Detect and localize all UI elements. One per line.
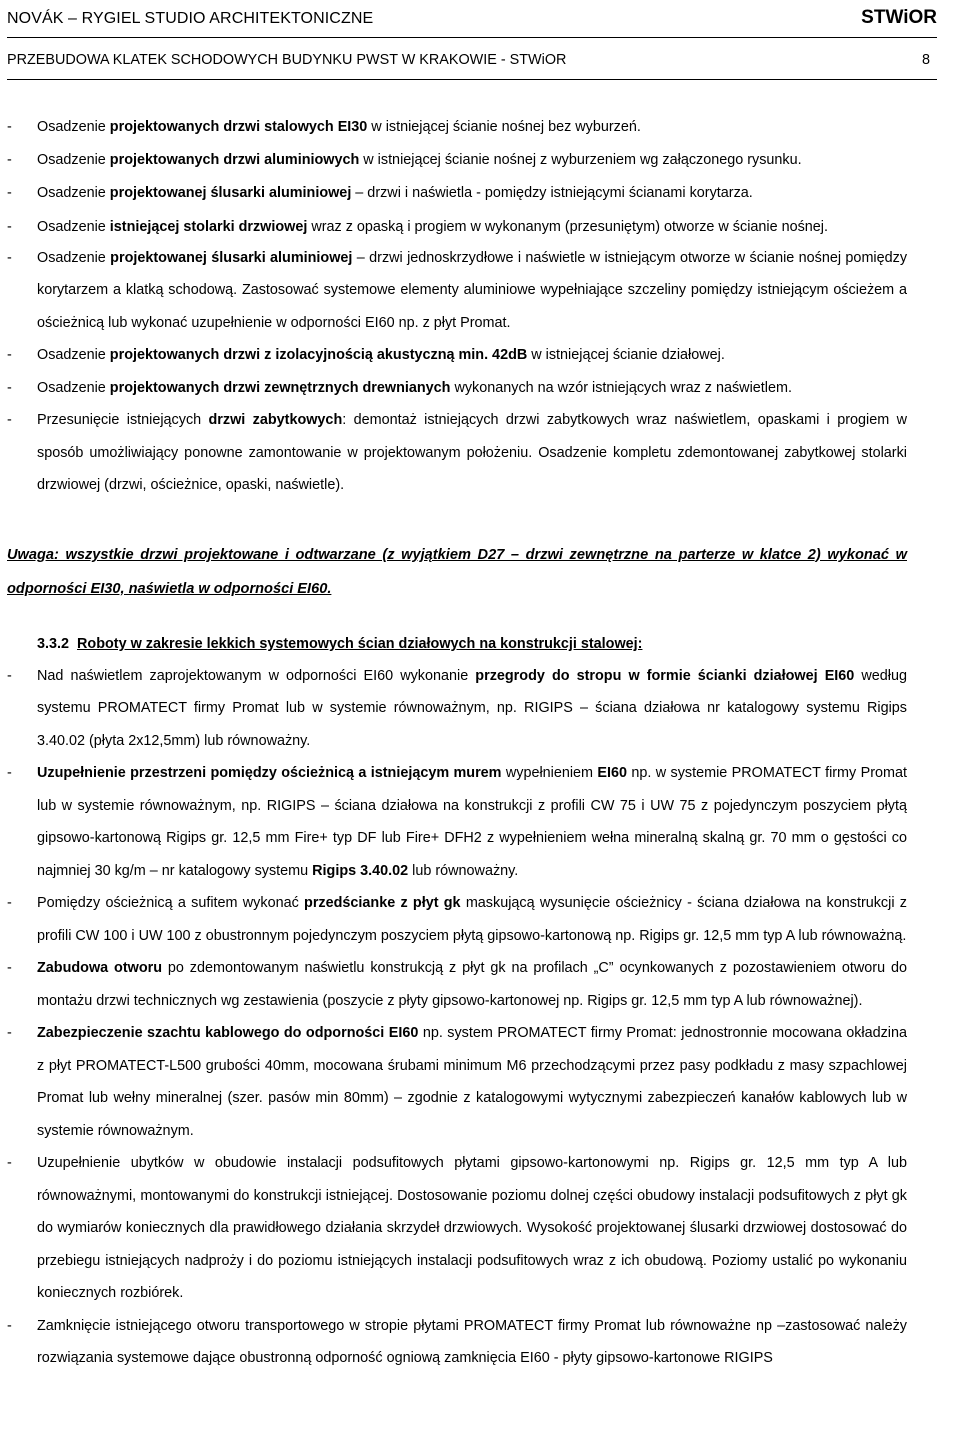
list-item bbox=[7, 212, 907, 242]
body-text: wypełnieniem bbox=[501, 765, 598, 782]
bullet-dash: - bbox=[7, 185, 12, 202]
list-item bbox=[7, 1147, 907, 1310]
body-text: Pomiędzy ościeżnicą a sufitem wykonać bbox=[37, 895, 305, 912]
body-text: w istniejącej ścianie działowej. bbox=[527, 347, 725, 364]
emphasis-text: przegrody do stropu w formie ścianki działowej EI60 bbox=[475, 667, 855, 684]
body-text: Nad naświetlem zaprojektowanym w odporności EI60 wykonanie bbox=[37, 667, 476, 684]
body-text: Osadzenie bbox=[37, 218, 110, 235]
emphasis-text: projektowanych drzwi stalowych EI30 bbox=[109, 119, 368, 135]
body-text: Uzupełnienie ubytków w obudowie instalacji podsufitowych płytami gipsowo-kartonowymi np. Rigips gr. 12,5 mm typ A lub równoważnymi, montowanymi do konstrukcji istniejącej. Dostosowanie poziomu dolnej części obudowy instalacji podsufitowych z płyt gk do wymiarów koniecznych dla prawidłowego działania skrzydeł drzwiowych. Wysokość projektowanej ślusarki drzwiowej dostosować do przebiegu istniejących nadproży i do poziomu istniejących instalacji podsufitowych wraz z ich obudową. Poziomy ustalić po wykonaniu koniecznych rozbiórek. bbox=[37, 1155, 907, 1302]
list-item bbox=[7, 404, 907, 502]
emphasis-text: Rigips 3.40.02 bbox=[312, 862, 409, 879]
bullet-dash: - bbox=[7, 895, 12, 912]
emphasis-text: projektowanych drzwi zewnętrznych drewnianych bbox=[109, 379, 451, 396]
list-item bbox=[7, 112, 907, 142]
list-item bbox=[7, 1310, 907, 1375]
emphasis-text: istniejącej stolarki drzwiowej bbox=[109, 218, 308, 235]
list-item bbox=[7, 952, 907, 1017]
body-text: Osadzenie bbox=[37, 379, 110, 396]
bullet-dash: - bbox=[7, 249, 12, 266]
bullet-dash: - bbox=[7, 218, 12, 235]
emphasis-text: Zabudowa otworu bbox=[37, 960, 162, 977]
body-text: według systemu PROMATECT firmy Promat lub w systemie równoważnym, np. RIGIPS – ściana działowa nr katalogowy systemu Rigips 3.40.02 (płyta 2x12,5mm) lub równoważny. bbox=[37, 667, 907, 749]
body-text: w istniejącej ścianie nośnej bez wyburzeń. bbox=[367, 119, 641, 135]
body-text: : demontaż istniejących drzwi zabytkowych wraz naświetlem, opaskami i progiem w sposób umożliwiający ponowne zamontowanie w projektowanym położeniu. Osadzenie kompletu zdemontowanej zabytkowej stolarki drzwiowej (drzwi, ościeżnice, opaski, naświetle). bbox=[37, 412, 907, 494]
bullet-dash: - bbox=[7, 347, 12, 364]
list-item bbox=[7, 178, 907, 208]
emphasis-text: przedścianke z płyt gk bbox=[304, 895, 461, 912]
list-item bbox=[7, 757, 907, 887]
emphasis-text: Zabezpieczenie szachtu kablowego do odporności EI60 bbox=[37, 1025, 419, 1042]
section-title: Roboty w zakresie lekkich systemowych ścian działowych na konstrukcji stalowej: bbox=[77, 635, 643, 652]
page-number: 8 bbox=[921, 52, 930, 68]
bullet-dash: - bbox=[7, 1155, 12, 1172]
bullet-dash: - bbox=[7, 667, 12, 684]
brand-name: STWiOR bbox=[861, 7, 937, 28]
emphasis-text: projektowanych drzwi aluminiowych bbox=[109, 152, 360, 169]
body-text: Osadzenie bbox=[37, 152, 110, 169]
page-header-project bbox=[7, 52, 937, 74]
body-text: – drzwi jednoskrzydłowe i naświetle w istniejącym otworze w ścianie nośnej pomiędzy korytarzem a klatką schodową. Zastosować systemowe elementy aluminiowe wypełniające szczeliny pomiędzy istniejącym ościeżem a ościeżnicą lub wykonać uzupełnienie w odporności EI60 np. z płyt Promat. bbox=[37, 249, 908, 331]
document-body bbox=[7, 112, 907, 1375]
bullet-dash: - bbox=[7, 379, 12, 396]
bullet-dash: - bbox=[7, 765, 12, 782]
body-text: Osadzenie bbox=[37, 185, 110, 202]
body-text: maskującą wysunięcie ościeżnicy - ściana działowa na konstrukcji z profili CW 100 i UW 100 z obustronnym pojedynczym poszyciem płytą gipsowo-kartonową np. Rigips gr. 12,5 mm typ A lub równoważną. bbox=[37, 895, 907, 944]
body-text: w istniejącej ścianie nośnej z wyburzeniem wg załączonego rysunku. bbox=[359, 152, 802, 169]
emphasis-text: EI60 bbox=[597, 765, 628, 782]
emphasis-text: projektowanej ślusarki aluminiowej bbox=[109, 185, 352, 202]
bullet-dash: - bbox=[7, 1025, 12, 1042]
body-text: Przesunięcie istniejących bbox=[37, 412, 209, 429]
section-number: 3.3.2 bbox=[37, 635, 70, 652]
header-rule-bottom bbox=[7, 79, 937, 80]
bullet-dash: - bbox=[7, 152, 12, 169]
header-rule-top bbox=[7, 37, 937, 38]
body-text: Zamknięcie istniejącego otworu transportowego w stropie płytami PROMATECT firmy Promat lub równoważne np –zastosować należy rozwiązania systemowe dające obustronną odporność ogniową zamknięcia EI60 - płyty gipsowo-kartonowe RIGIPS bbox=[37, 1317, 907, 1367]
emphasis-text: Uzupełnienie przestrzeni pomiędzy ościeżnicą a istniejącym murem bbox=[37, 765, 502, 782]
list-item bbox=[7, 372, 907, 405]
emphasis-text: projektowanych drzwi z izolacyjnością akustyczną min. 42dB bbox=[109, 347, 528, 364]
partition-works-list bbox=[7, 660, 907, 1375]
body-text: Osadzenie bbox=[37, 119, 110, 135]
emphasis-text: projektowanej ślusarki aluminiowej bbox=[110, 249, 353, 266]
list-item bbox=[7, 887, 907, 952]
bullet-dash: - bbox=[7, 1317, 12, 1334]
body-text: Osadzenie bbox=[37, 347, 110, 364]
list-item bbox=[7, 339, 907, 372]
list-item bbox=[7, 1017, 907, 1147]
list-item bbox=[7, 660, 907, 758]
body-text: wykonanych na wzór istniejących wraz z naświetlem. bbox=[450, 379, 792, 396]
body-text: – drzwi i naświetla - pomiędzy istniejącymi ścianami korytarza. bbox=[351, 185, 753, 202]
bullet-dash: - bbox=[7, 960, 12, 977]
door-works-list bbox=[7, 112, 907, 502]
body-text: np. system PROMATECT firmy Promat: jednostronnie mocowana okładzina z płyt PROMATECT-L500 grubości 40mm, mocowana śrubami minimum M6 przechodzącymi przez pasy podkładu z masy szpachlowej Promat lub wełny mineralnej (szer. pasów min 80mm) – zgodnie z katalogowymi wytycznymi zabezpieczeń kanałów kablowych lub w systemie równoważnym. bbox=[37, 1025, 907, 1139]
body-text: np. w systemie PROMATECT firmy Promat lub w systemie równoważnym, np. RIGIPS – ściana działowa na konstrukcji z profili CW 75 i UW 75 z pojedynczym poszyciem płytą gipsowo-kartonową Rigips gr. 12,5 mm Fire+ typ DF lub Fire+ DFH2 z wypełnieniem wełna mineralną skalną gr. 70 mm o gęstości co najmniej 30 kg/m – nr katalogowy systemu bbox=[37, 765, 907, 879]
bullet-dash: - bbox=[7, 119, 12, 135]
body-text: lub równoważny. bbox=[408, 862, 519, 879]
body-text: Osadzenie bbox=[37, 249, 111, 266]
section-heading bbox=[7, 628, 907, 660]
page-header-top bbox=[7, 5, 937, 35]
bullet-dash: - bbox=[7, 412, 12, 429]
body-text: wraz z opaską i progiem w wykonanym (przesuniętym) otworze w ścianie nośnej. bbox=[307, 218, 829, 235]
list-item bbox=[7, 242, 907, 340]
list-item bbox=[7, 145, 907, 175]
project-title: PRZEBUDOWA KLATEK SCHODOWYCH BUDYNKU PWST W KRAKOWIE - STWiOR bbox=[7, 52, 567, 68]
emphasis-text: drzwi zabytkowych bbox=[208, 412, 343, 429]
fire-resistance-note: Uwaga: wszystkie drzwi projektowane i odtwarzane (z wyjątkiem D27 – drzwi zewnętrzne na parterze w klatce 2) wykonać w odporności EI30, naświetla w odporności EI60. bbox=[7, 546, 907, 597]
studio-name: NOVÁK – RYGIEL STUDIO ARCHITEKTONICZNE bbox=[7, 10, 374, 27]
body-text: po zdemontowanym naświetlu konstrukcją z płyt gk na profilach „C” ocynkowanych z pozostawieniem otworu do montażu drzwi technicznych wg zestawienia (poszycie z płyty gipsowo-kartonowej np. Rigips gr. 12,5 mm typ A lub równoważnej). bbox=[37, 960, 907, 1009]
